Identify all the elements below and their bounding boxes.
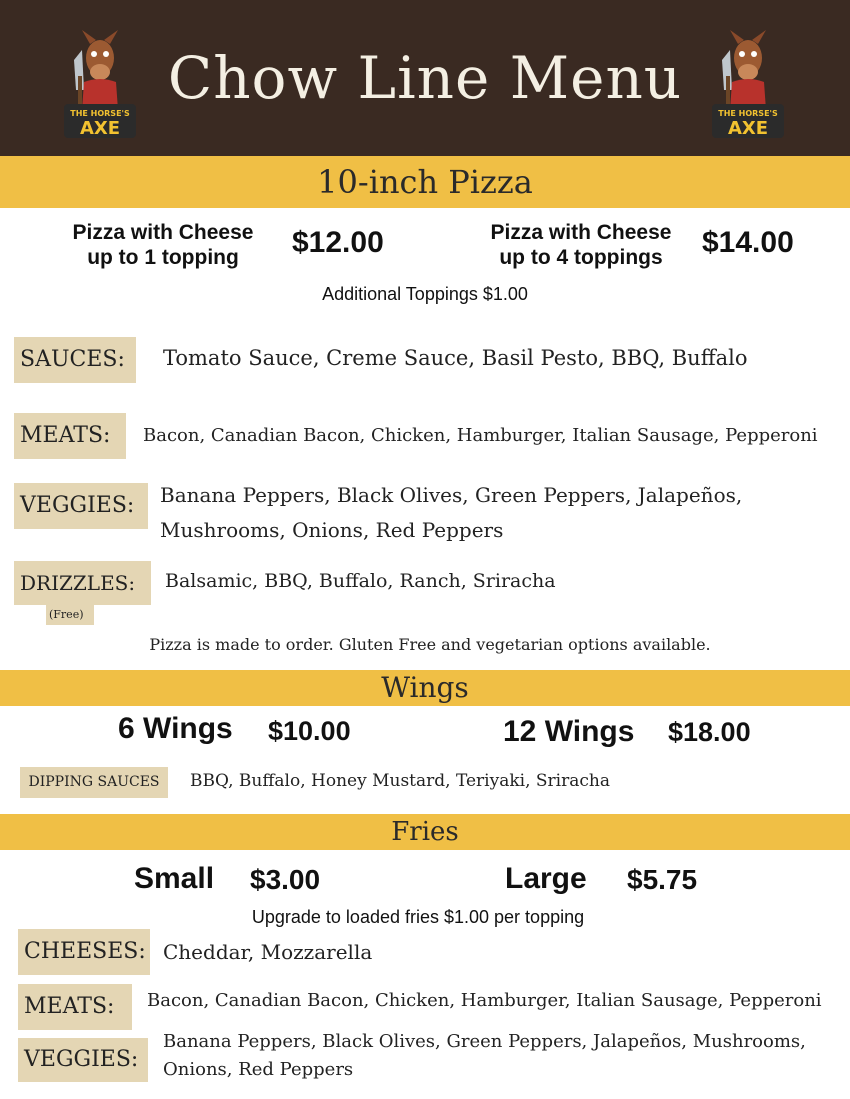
drizzles-label: DRIZZLES: bbox=[14, 561, 151, 605]
wings-option-2-price: $18.00 bbox=[668, 717, 751, 747]
pizza-veggies-label: VEGGIES: bbox=[14, 483, 148, 529]
fries-large-price: $5.75 bbox=[627, 864, 698, 895]
fries-meats-list: Bacon, Canadian Bacon, Chicken, Hamburger, Italian Sausage, Pepperoni bbox=[147, 990, 822, 1011]
fries-small-name: Small bbox=[134, 862, 215, 895]
pizza-footnote: Pizza is made to order. Gluten Free and vegetarian options available. bbox=[149, 635, 711, 654]
pizza-option-1-line2: up to 1 topping bbox=[87, 246, 239, 269]
pizza-option-2-price: $14.00 bbox=[702, 226, 794, 259]
sauces-label: SAUCES: bbox=[14, 337, 136, 383]
pizza-option-2-line1: Pizza with Cheese bbox=[490, 221, 672, 244]
fries-veggies-list bbox=[163, 1028, 806, 1084]
pizza-option-1-line1: Pizza with Cheese bbox=[72, 221, 254, 244]
svg-text:THE HORSE'S: THE HORSE'S bbox=[718, 109, 778, 118]
fries-veggies-line2: Onions, Red Peppers bbox=[163, 1059, 354, 1080]
wings-option-1-name: 6 Wings bbox=[118, 712, 233, 745]
fries-section-heading: Fries bbox=[0, 814, 850, 850]
pizza-meats-label: MEATS: bbox=[14, 413, 126, 459]
svg-text:AXE: AXE bbox=[727, 118, 769, 139]
dipping-sauces-label: DIPPING SAUCES bbox=[20, 767, 168, 798]
wings-option-2-name: 12 Wings bbox=[503, 715, 635, 748]
loaded-fries-note: Upgrade to loaded fries $1.00 per topping bbox=[251, 907, 585, 927]
dipping-sauces-list: BBQ, Buffalo, Honey Mustard, Teriyaki, Sriracha bbox=[190, 771, 610, 791]
cheeses-list: Cheddar, Mozzarella bbox=[163, 940, 373, 964]
wings-section-heading: Wings bbox=[0, 670, 850, 706]
cheeses-label: CHEESES: bbox=[18, 929, 150, 975]
pizza-veggies-line1: Banana Peppers, Black Olives, Green Peppers, Jalapeños, bbox=[160, 483, 743, 507]
pizza-meats-list: Bacon, Canadian Bacon, Chicken, Hamburger, Italian Sausage, Pepperoni bbox=[143, 425, 818, 446]
horses-axe-logo-right bbox=[708, 20, 788, 140]
fries-veggies-label: VEGGIES: bbox=[18, 1038, 148, 1082]
wings-option-1-price: $10.00 bbox=[268, 716, 351, 746]
pizza-option-2-line2: up to 4 toppings bbox=[499, 246, 663, 269]
pizza-veggies-line2: Mushrooms, Onions, Red Peppers bbox=[160, 518, 504, 542]
svg-text:AXE: AXE bbox=[79, 118, 121, 139]
pizza-veggies-list bbox=[160, 478, 742, 548]
page-title: Chow Line Menu bbox=[167, 44, 683, 112]
fries-meats-label: MEATS: bbox=[18, 984, 132, 1030]
drizzles-list: Balsamic, BBQ, Buffalo, Ranch, Sriracha bbox=[165, 570, 556, 592]
svg-text:THE HORSE'S: THE HORSE'S bbox=[70, 109, 130, 118]
fries-veggies-line1: Banana Peppers, Black Olives, Green Peppers, Jalapeños, Mushrooms, bbox=[163, 1031, 806, 1052]
pizza-option-1-price: $12.00 bbox=[292, 226, 384, 259]
horses-axe-logo-left bbox=[60, 20, 140, 140]
fries-large-name: Large bbox=[505, 862, 587, 895]
pizza-option-2 bbox=[468, 220, 694, 270]
pizza-section-heading: 10-inch Pizza bbox=[0, 156, 850, 208]
sauces-list: Tomato Sauce, Creme Sauce, Basil Pesto, BBQ, Buffalo bbox=[163, 346, 748, 370]
fries-small-price: $3.00 bbox=[250, 864, 321, 895]
free-badge: (Free) bbox=[46, 605, 94, 625]
pizza-option-1 bbox=[50, 220, 276, 270]
additional-toppings-note: Additional Toppings $1.00 bbox=[322, 284, 528, 304]
